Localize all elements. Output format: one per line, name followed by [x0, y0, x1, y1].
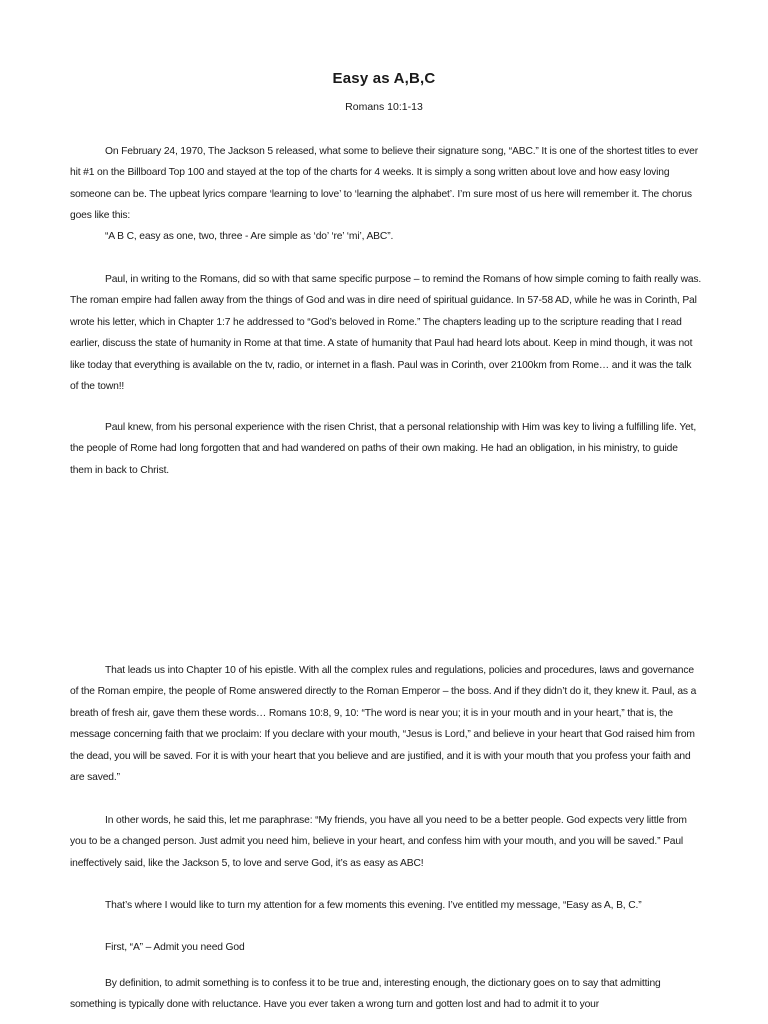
section-heading-admit: First, “A” – Admit you need God — [105, 942, 245, 953]
document-title: Easy as A,B,C — [332, 70, 436, 87]
paragraph-intro: On February 24, 1970, The Jackson 5 released, what some to believe their signature song, “ABC.” It is one of the shortest titles to ever hit #1 on the Billboard Top 100 and stayed at the top of the charts for 4 weeks. It is simply a song written about love and how easy loving someone can be. The upbeat lyrics compare ‘learning to love’ to ‘learning the alphabet’. I’m sure most of us here will remember it. The chorus goes like this: — [70, 146, 698, 222]
paragraph-paul-knew: Paul knew, from his personal experience with the risen Christ, that a personal relationship with Him was key to living a fulfilling life. Yet, the people of Rome had long forgotten that and had wandered on paths of their own making. He had an obligation, in his ministry, to guide them in back to Christ. — [70, 422, 697, 476]
paragraph-chapter-10: That leads us into Chapter 10 of his epistle. With all the complex rules and regulations, policies and procedures, laws and governance of the Roman empire, the people of Rome answered directly to the Roman Emperor – the boss. And if they didn’t do it, they knew it. Paul, as a breath of fresh air, gave them these words… Romans 10:8, 9, 10: “The word is near you; it is in your mouth and in your heart,” that is, the message concerning faith that we proclaim: If you declare with your mouth, “Jesus is Lord,” and believe in your heart that God raised him from the dead, you will be saved. For it is with your heart that you believe and are justified, and it is with your mouth that you profess your faith and are saved.” — [70, 665, 697, 784]
paragraph-paraphrase: In other words, he said this, let me paraphrase: “My friends, you have all you need to be a better people. God expects very little from you to be a changed person. Just admit you need him, believe in your heart, and confess him with your mouth, and you will be saved.” Paul ineffectively said, like the Jackson 5, to love and serve God, it’s as easy as ABC! — [70, 815, 687, 869]
paragraph-paul-romans: Paul, in writing to the Romans, did so with that same specific purpose – to remind the Romans of how simple coming to faith really was. The roman empire had fallen away from the things of God and was in dire need of spiritual guidance. In 57-58 AD, while he was in Corinth, Pal wrote his letter, which in Chapter 1:7 he addressed to “God’s beloved in Rome.” The chapters leading up to the scripture reading that I read earlier, discuss the state of humanity in Rome at that time. A state of humanity that Paul had heard lots about. Keep in mind though, it was not like today that everything is available on the tv, radio, or internet in a flash. Paul was in Corinth, over 2100km from Rome… and it was the talk of the town!! — [70, 274, 702, 393]
chorus-quote: “A B C, easy as one, two, three - Are simple as ‘do’ ‘re’ ‘mi’, ABC”. — [105, 231, 394, 242]
paragraph-message-title: That’s where I would like to turn my attention for a few moments this evening. I’ve entitled my message, “Easy as A, B, C.” — [105, 900, 642, 911]
paragraph-admit-definition: By definition, to admit something is to confess it to be true and, interesting enough, the dictionary goes on to say that admitting something is typically done with reluctance. Have you ever taken a wrong turn and gotten lost and had to admit it to your — [70, 978, 661, 1011]
document-subtitle: Romans 10:1-13 — [345, 101, 423, 113]
